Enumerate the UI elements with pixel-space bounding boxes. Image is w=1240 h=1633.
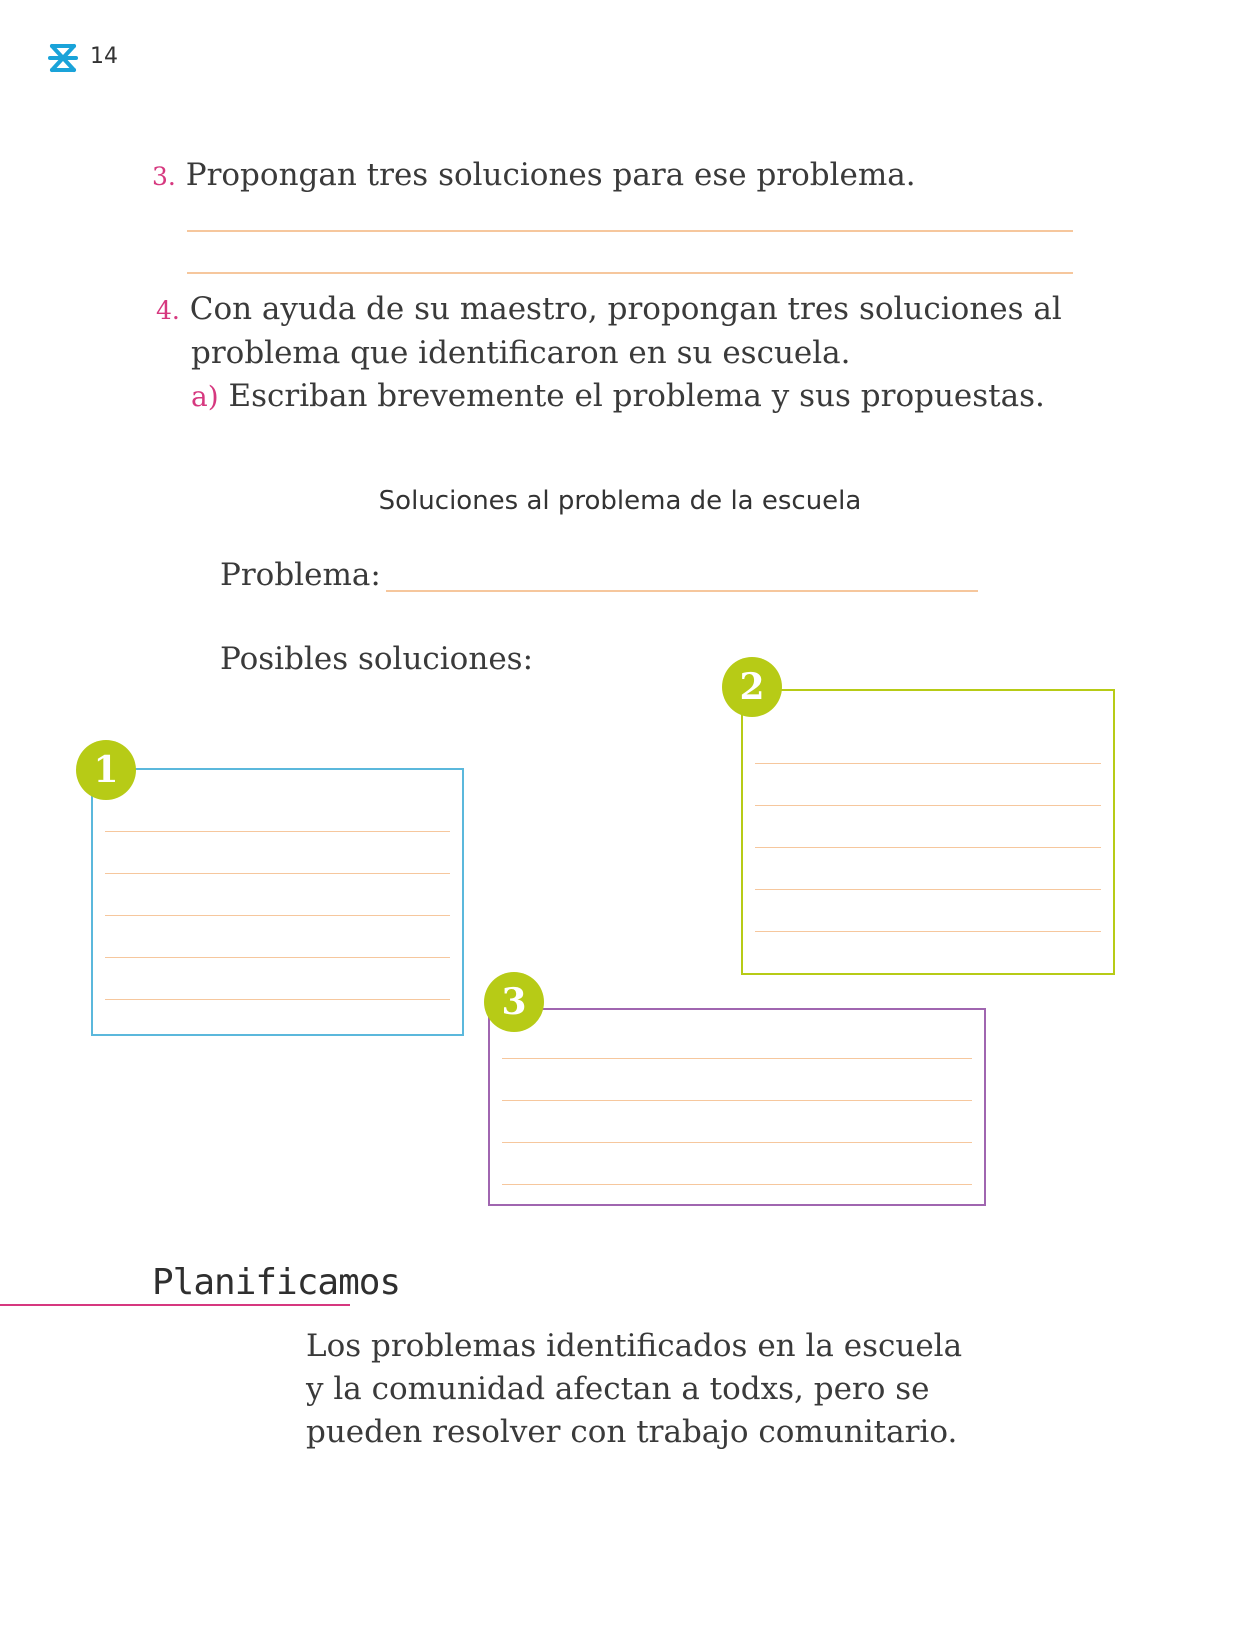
planificamos-title: Planificamos <box>152 1262 401 1303</box>
solution-badge-3: 3 <box>484 972 544 1032</box>
solution-box-1[interactable] <box>91 768 464 1036</box>
solution-2-line <box>755 763 1101 764</box>
planificamos-line-2: y la comunidad afectan a todxs, pero se <box>306 1371 930 1407</box>
subitem-a-label: a) <box>191 380 219 413</box>
page-number: 14 <box>90 44 118 69</box>
solution-2-line <box>755 889 1101 890</box>
question-4-number: 4. <box>156 296 180 325</box>
subitem-a <box>156 375 1062 418</box>
answer-line-3a[interactable] <box>187 230 1073 232</box>
solution-badge-1: 1 <box>76 740 136 800</box>
solution-3-line <box>502 1100 972 1101</box>
knot-emblem-icon <box>48 42 78 74</box>
solution-box-3[interactable] <box>488 1008 986 1206</box>
solution-2-line <box>755 805 1101 806</box>
subitem-a-text: Escriban brevemente el problema y sus propuestas. <box>228 378 1045 414</box>
section-title: Soluciones al problema de la escuela <box>378 486 862 516</box>
question-4-line-1: Con ayuda de su maestro, propongan tres soluciones al <box>189 291 1062 327</box>
solution-1-line <box>105 831 450 832</box>
solution-3-line <box>502 1184 972 1185</box>
planificamos-line-1: Los problemas identificados en la escuela <box>306 1328 963 1364</box>
solution-1-line <box>105 957 450 958</box>
question-3-number: 3. <box>152 162 176 191</box>
planificamos-text <box>306 1325 1006 1454</box>
solution-badge-2: 2 <box>722 657 782 717</box>
solution-box-2[interactable] <box>741 689 1115 975</box>
solution-1-line <box>105 915 450 916</box>
problem-input-line[interactable] <box>386 590 978 592</box>
solution-1-line <box>105 873 450 874</box>
solution-3-line <box>502 1142 972 1143</box>
question-3 <box>152 154 916 198</box>
solution-1-line <box>105 999 450 1000</box>
planificamos-line-3: pueden resolver con trabajo comunitario. <box>306 1414 958 1450</box>
answer-line-3b[interactable] <box>187 272 1073 274</box>
problem-label: Problema: <box>220 557 381 593</box>
question-3-text: Propongan tres soluciones para ese problema. <box>185 157 916 193</box>
solution-2-line <box>755 847 1101 848</box>
solution-3-line <box>502 1058 972 1059</box>
solution-2-line <box>755 931 1101 932</box>
question-4-line-2: problema que identificaron en su escuela. <box>191 335 851 371</box>
planificamos-underline <box>0 1304 350 1306</box>
solutions-label: Posibles soluciones: <box>220 641 534 677</box>
question-4 <box>156 288 1062 418</box>
